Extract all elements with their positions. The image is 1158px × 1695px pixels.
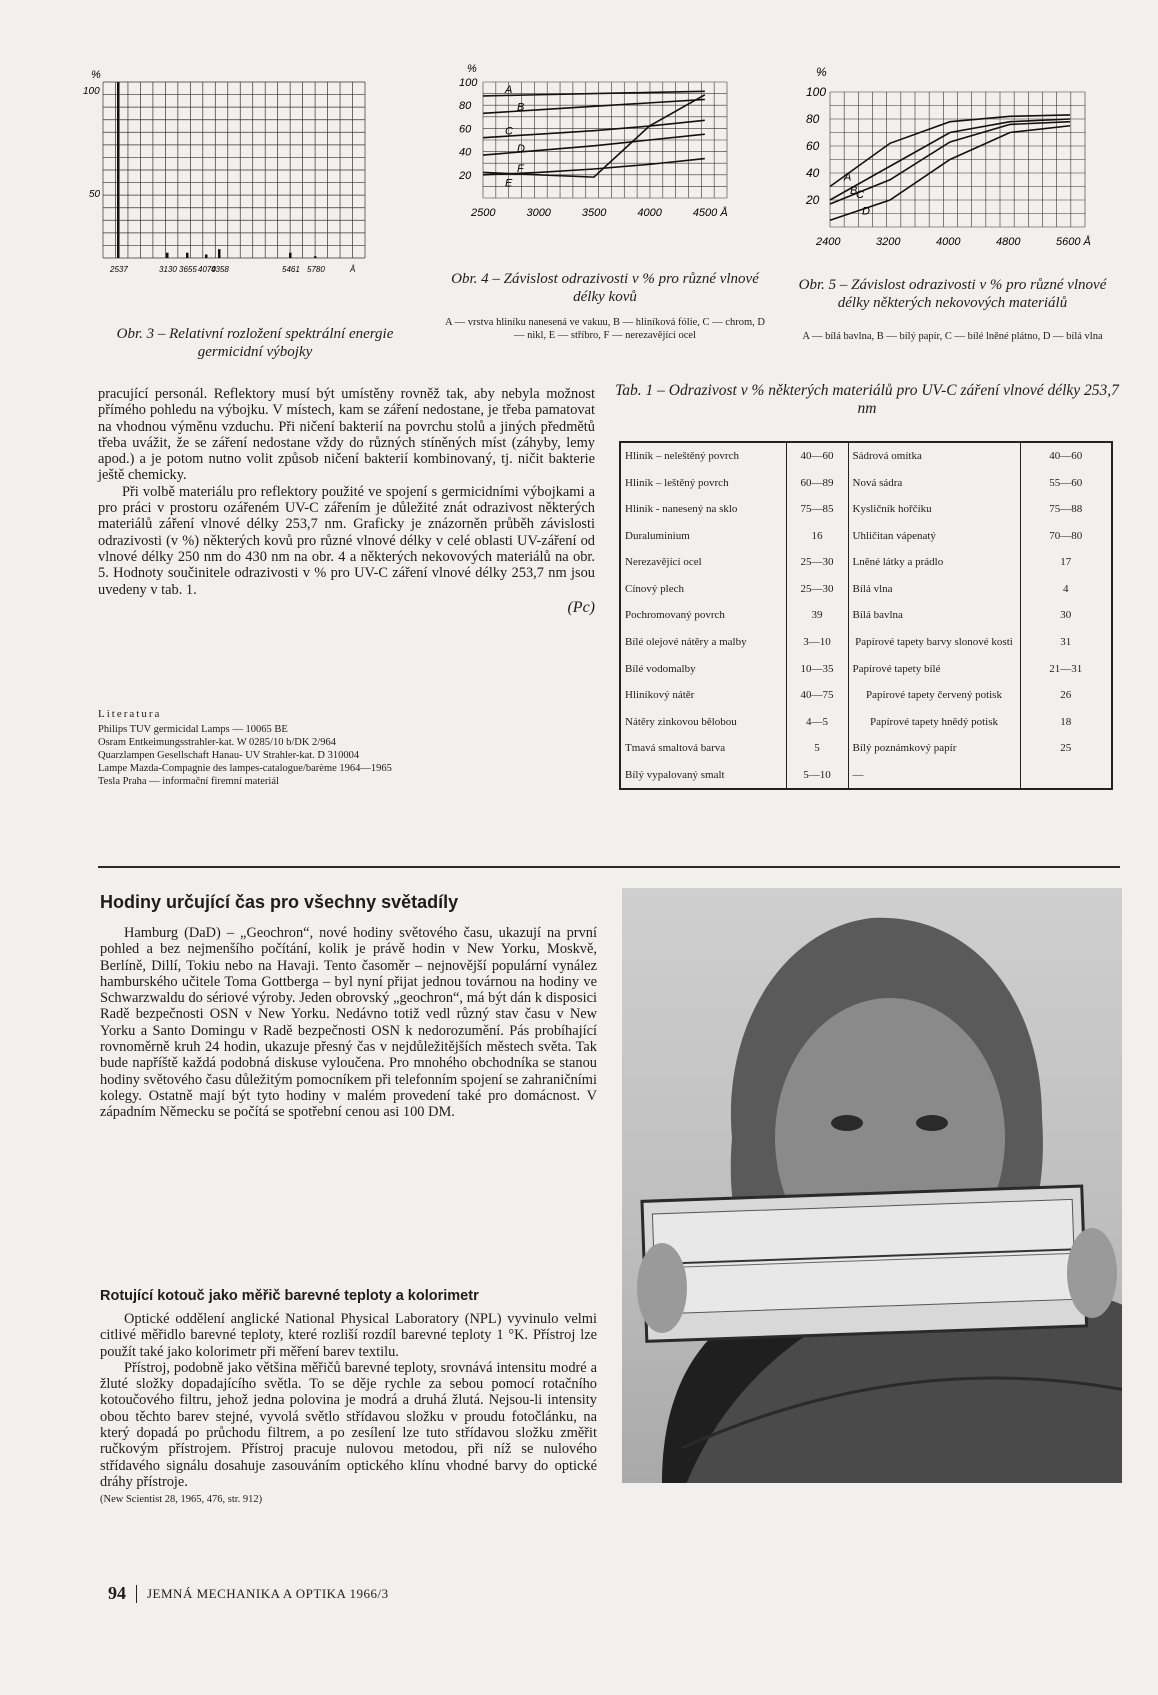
fig4-xtick-label: 4000: [637, 207, 662, 219]
fig3-xtick-label: 2537: [110, 265, 128, 274]
fig4-lines: [483, 84, 705, 190]
table-cell-material: Nerezavějící ocel: [621, 549, 786, 576]
fig3-bar: [218, 249, 221, 258]
table-row: [621, 629, 1111, 656]
fig3-bar: [117, 82, 120, 258]
table-cell-material: Duraluminium: [621, 523, 786, 550]
table-row: [621, 549, 1111, 576]
table-row: [621, 523, 1111, 550]
fig3-ylabel: %: [91, 69, 101, 81]
table-cell-value: 25: [1060, 742, 1072, 755]
fig4-xtick-label: 2500: [471, 207, 496, 219]
table-1-caption: Tab. 1 – Odrazivost v % některých materiálů pro UV-C záření vlnové délky 253,7 nm: [615, 382, 1119, 417]
table-cell-value: [1020, 761, 1111, 788]
fig3-ytick-100: 100: [83, 86, 100, 97]
fig3-grid: [103, 82, 365, 258]
fig4-series-label: D: [517, 143, 525, 156]
reference-item: Lampe Mazda-Compagnie des lampes-catalogue/barème 1964—1965: [98, 763, 392, 774]
fig4-xticks: [470, 206, 728, 219]
fig5-series-line: [830, 115, 1070, 187]
table-cell-value: 39: [786, 602, 848, 629]
fig4-series-label: E: [505, 177, 513, 190]
fig4-ytick-label: 60: [459, 123, 472, 136]
fig5-series-line: [830, 122, 1070, 204]
table-cell-material: —: [848, 761, 1020, 788]
fig3-bar: [314, 256, 317, 258]
fig5-ytick-label: 20: [806, 193, 820, 207]
fig5-series-label: A: [844, 171, 852, 184]
table-cell-value: 4—5: [786, 708, 848, 735]
table-cell-value: 75—85: [786, 496, 848, 523]
table-row: [621, 496, 1111, 523]
table-cell-material: Bílý vypalovaný smalt: [621, 761, 786, 788]
fig3-bar: [205, 254, 208, 258]
table-row: [621, 470, 1111, 497]
fig4-ytick-label: 20: [459, 169, 472, 182]
table-cell-value: 30: [1060, 609, 1072, 622]
fig3-xticks: [109, 265, 355, 274]
photo-illustration: [622, 888, 1122, 1483]
table-row: [621, 443, 1111, 470]
fig4-ytick-label: 100: [459, 77, 478, 89]
fig3-xtick-label: 4358: [211, 265, 229, 274]
fig4-xtick-label: 3500: [581, 207, 607, 219]
table-cell-material: Hliník – leštěný povrch: [621, 470, 786, 497]
journal-name: JEMNÁ MECHANIKA A OPTIKA 1966/3: [147, 1585, 389, 1601]
table-cell-material: Papírové tapety barvy slonové kosti: [848, 629, 1020, 656]
table-cell-value: 31: [1060, 635, 1072, 648]
table-1: [619, 441, 1113, 790]
table-cell-material: Bílé vodomalby: [621, 655, 786, 682]
table-cell-material: Tmavá smaltová barva: [621, 735, 786, 762]
fig4-series-label: A: [505, 83, 513, 96]
fig4-series-label: F: [517, 162, 524, 175]
table-row: [621, 682, 1111, 709]
fig4-yticks: [458, 77, 478, 182]
article-2-paragraph: Hamburg (DaD) – „Geochron“, nové hodiny světového času, ukazují na první pohled a bez nejmenšího počítání, kolik je právě hodin v New Yorku, Moskvě, Berlíně, Dillí, Tokiu nebo na Havaji. Tento časoměr – nejnovější populární vynález hamburského učitele Toma Gottberga – byl nyní přijat jednou továrnou na hodiny ve Schwarzwaldu do sériové výroby. Jeden obrovský „geochron“, má být dán k disposici Radě bezpečnosti OSN v New Yorku. Nedávno totiž vedl různý stav času v New Yorku a Santo Domingu v Radě bezpečnosti OSN k nedorozumění. Pás probíhající rovnoměrně kruh 24 hodin, ukazuje přesný čas v nejdůležitějších městech světa. Tak bude napříště každá podobná diskuse vyloučena. Pro mnohého obchodníka se stanou hodiny světového času důležitým pomocníkem při telefonním spojení se zahraničními kolegy. Ostatně mají být tyto hodiny v malém provedení také pro domácnost. V západním Německu se počítá se spotřební cenou asi 100 DM.: [100, 925, 597, 1121]
table-cell-value: 25—30: [786, 549, 848, 576]
table-cell-material: Sádrová omítka: [848, 443, 1020, 470]
fig3-bar: [166, 253, 169, 258]
fig5-series-label: C: [856, 189, 864, 202]
table-cell-material: Pochromovaný povrch: [621, 602, 786, 629]
table-cell-value: 75—88: [1049, 503, 1083, 516]
fig5-lines: [830, 115, 1070, 220]
fig5-xtick-label: 5600 Å: [1056, 236, 1091, 248]
table-cell-material: Bílá bavlna: [848, 602, 1020, 629]
table-cell-value: 5—10: [786, 761, 848, 788]
fig5-series-label: D: [862, 205, 870, 218]
table-cell-material: Papírové tapety bílé: [848, 655, 1020, 682]
fig3-bar: [186, 253, 189, 258]
table-cell-material: Papírové tapety červený potisk: [848, 682, 1020, 709]
article-3-paragraph: Přístroj, podobně jako většina měřičů barevné teploty, srovnává intensitu modré a žluté složky dopadajícího světla. To se děje rychle za sebou pomocí rotačního kotoučového filtru, jehož jedna polovina je modrá a druhá žlutá. Nejsou-li intensity obou těchto barev stejné, vyvolá světlo střídavou složku v proudu fotočlánku, na který dopadá po průchodu filtrem, a po zesílení lze tuto střídavou složku změřit ručkovým přístrojem. Přístroj pracuje nulovou metodou, při níž se nulového střídavého signálu dosahuje zasouváním optického klínu vhodné barvy do optické dráhy přístroje.: [100, 1359, 597, 1490]
figure-5-chart: [800, 62, 1100, 262]
fig3-ytick-50: 50: [89, 189, 101, 200]
fig4-series-label: C: [505, 125, 513, 138]
fig3-xtick-label: Å: [350, 265, 356, 274]
article-1-paragraph: Při volbě materiálu pro reflektory použité ve spojení s germicidními výbojkami a pro práci v prostoru ozářeném UV-C zářením je důležité znát odrazivost některých materiálů záření vlnové délky 253,7 nm. Graficky je znázorněn průběh závislosti odrazivosti (v %) některých kovů pro různé vlnové délky v celé oblasti UV-záření od vlnové délky 250 nm do 430 nm na obr. 4 a některých nekovových materiálů na obr. 5. Hodnoty součinitele odrazivosti v % pro UV-C záření vlnové délky 253,7 nm jsou uvedeny v tab. 1.: [98, 483, 595, 598]
table-cell-material: Kysličník hořčíku: [848, 496, 1020, 523]
table-cell-value: 40—60: [786, 443, 848, 470]
figure-3-chart: [75, 62, 420, 312]
table-row: [621, 576, 1111, 603]
fig5-xtick-label: 3200: [876, 236, 901, 248]
article-2-body: [100, 925, 597, 1121]
table-cell-value: 3—10: [786, 629, 848, 656]
fig3-xtick-label: 3130: [159, 265, 177, 274]
table-cell-material: Papírové tapety hnědý potisk: [848, 708, 1020, 735]
figure-3-caption: Obr. 3 – Relativní rozložení spektrální energie germicidní výbojky: [116, 326, 394, 360]
fig4-ytick-label: 80: [459, 100, 472, 113]
fig5-xtick-label: 4800: [996, 236, 1021, 248]
figure-5-legend: A — bílá bavlna, B — bílý papír, C — bílé lněné plátno, D — bílá vlna: [802, 331, 1103, 342]
fig3-xtick-label: 3655: [179, 265, 197, 274]
table-cell-material: Uhličitan vápenatý: [848, 523, 1020, 550]
fig4-grid: [483, 82, 727, 198]
table-cell-value: 17: [1060, 556, 1072, 569]
fig5-xtick-label: 2400: [816, 236, 841, 248]
fig4-xtick-label: 3000: [526, 207, 551, 219]
table-cell-material: Bílá vlna: [848, 576, 1020, 603]
fig4-series-line: [483, 120, 705, 137]
table-row: [621, 655, 1111, 682]
table-cell-material: Lněné látky a prádlo: [848, 549, 1020, 576]
fig3-bar: [289, 253, 292, 258]
fig4-series-label: B: [517, 101, 525, 114]
table-1-grid: [621, 443, 1111, 788]
table-cell-value: 40—60: [1049, 450, 1083, 463]
reference-item: Philips TUV germicidal Lamps — 10065 BE: [98, 724, 288, 735]
article-1-signature: (Pc): [567, 598, 595, 616]
article-3-title: Rotující kotouč jako měřič barevné teploty a kolorimetr: [100, 1288, 479, 1304]
fig4-ylabel: %: [467, 63, 477, 75]
table-cell-value: 16: [786, 523, 848, 550]
footer-divider: [136, 1585, 137, 1603]
reference-item: Osram Entkeimungsstrahler-kat. W 0285/10 b/DK 2/964: [98, 737, 336, 748]
fig3-xtick-label: 4070: [198, 265, 216, 274]
fig4-xtick-label: 4500 Å: [692, 207, 728, 219]
article-1-body: [98, 386, 595, 616]
reference-item: Tesla Praha — informační firemní materiál: [98, 776, 279, 787]
table-cell-value: 70—80: [1049, 529, 1083, 542]
fig4-ytick-label: 40: [459, 146, 472, 159]
table-row: [621, 735, 1111, 762]
references: [98, 708, 598, 788]
table-row: [621, 708, 1111, 735]
table-cell-value: 26: [1060, 689, 1072, 702]
article-3-source: (New Scientist 28, 1965, 476, str. 912): [100, 1494, 263, 1506]
reference-item: Quarzlampen Gesellschaft Hanau- UV Strahler-kat. D 310004: [98, 750, 360, 761]
table-cell-material: Bílé olejové nátěry a malby: [621, 629, 786, 656]
fig3-xtick-label: 5780: [307, 265, 325, 274]
references-title: Literatura: [98, 708, 162, 720]
fig5-ylabel: %: [816, 65, 827, 79]
page-footer: [108, 1583, 389, 1604]
table-cell-material: Cínový plech: [621, 576, 786, 603]
table-cell-value: 18: [1060, 715, 1072, 728]
figure-4-chart: [455, 62, 775, 237]
table-cell-value: 10—35: [786, 655, 848, 682]
fig5-series-label: B: [850, 185, 858, 197]
table-cell-material: Hliníkový nátěr: [621, 682, 786, 709]
fig5-xticks: [815, 235, 1091, 248]
table-cell-value: 25—30: [786, 576, 848, 603]
table-row: [621, 761, 1111, 788]
fig3-xtick-label: 5461: [282, 265, 300, 274]
fig5-yticks: [805, 85, 826, 207]
figure-4-legend: A — vrstva hliníku nanesená ve vakuu, B — hliníková fólie, C — chrom, D — nikl, E — stříbro, F — nerezavějící ocel: [445, 317, 765, 341]
table-cell-material: Bílý poznámkový papír: [848, 735, 1020, 762]
fig5-ytick-label: 60: [806, 139, 820, 153]
table-cell-material: Hliník - nanesený na sklo: [621, 496, 786, 523]
table-cell-value: 5: [786, 735, 848, 762]
article-3-paragraph: Optické oddělení anglické National Physical Laboratory (NPL) vyvinulo velmi citlivé měřidlo barevné teploty, které rozliší rozdíl barevné teploty 1 °K. Přístroj lze použít také jako kolorimetr při měření barev textilu.: [100, 1311, 597, 1360]
photo-woman-with-geochron: [622, 888, 1122, 1483]
fig5-ytick-label: 40: [806, 166, 820, 180]
figure-4-caption: Obr. 4 – Závislost odrazivosti v % pro různé vlnové délky kovů: [451, 271, 759, 305]
section-divider: [98, 866, 1120, 868]
table-cell-value: 60—89: [786, 470, 848, 497]
article-3-body: [100, 1311, 597, 1509]
table-cell-material: Nátěry zinkovou bělobou: [621, 708, 786, 735]
table-row: [621, 602, 1111, 629]
article-1-paragraph: pracující personál. Reflektory musí být umístěny rovněž tak, aby nebyla možnost přímého pohledu na výbojku. V místech, kam se záření nedostane, je třeba pamatovat na vhodnou výměnu vzduchu. Při ničení bakterií na povrchu stolů a jiných předmětů třeba uvážit, že se záření nedostane vždy do různých stíněných míst (záhyby, lemy apod.) a je potom nutno volit způsob ničení bakterií kombinovaný, tj. ničit bakterie ještě chemicky.: [98, 386, 595, 484]
table-cell-value: 4: [1063, 582, 1069, 595]
fig5-xtick-label: 4000: [936, 236, 961, 248]
fig5-ytick-label: 80: [806, 112, 820, 126]
table-cell-value: 40—75: [786, 682, 848, 709]
table-cell-value: 21—31: [1049, 662, 1083, 675]
table-cell-material: Nová sádra: [848, 470, 1020, 497]
figure-5-caption: Obr. 5 – Závislost odrazivosti v % pro různé vlnové délky některých nekovových materiálů: [798, 277, 1107, 311]
page-number: 94: [108, 1583, 126, 1603]
table-cell-value: 55—60: [1049, 476, 1083, 489]
article-2-title: Hodiny určující čas pro všechny světadíly: [100, 892, 459, 912]
table-cell-material: Hliník – neleštěný povrch: [621, 443, 786, 470]
fig5-ytick-label: 100: [806, 85, 827, 99]
